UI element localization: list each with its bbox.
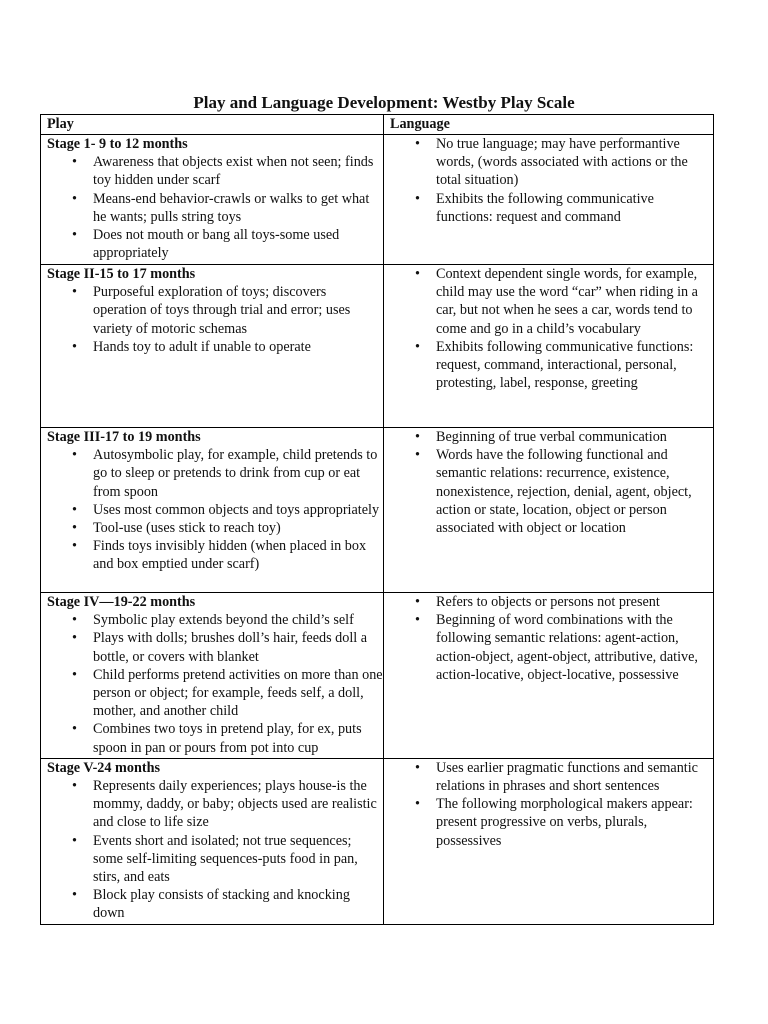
language-list-item: • Refers to objects or persons not present [436, 593, 713, 611]
language-cell [384, 758, 714, 924]
stage-heading: Stage V-24 months [47, 759, 160, 776]
language-list-item: • Beginning of word combinations with the following semantic relations: agent-action, action-object, agent-object, attributive, dative, action-locative, object-locative, possessive [436, 611, 713, 684]
play-list [47, 283, 383, 356]
language-column-header: Language [384, 115, 714, 135]
language-list [390, 759, 713, 850]
stage-heading: Stage III-17 to 19 months [47, 429, 201, 445]
play-list-item: • Tool-use (uses stick to reach toy) [93, 519, 383, 537]
stage-heading: Stage IV—19-22 months [47, 594, 196, 610]
header-row [41, 115, 714, 135]
play-list [47, 153, 383, 262]
play-cell [41, 593, 384, 759]
language-list [390, 593, 713, 684]
language-list-item: • Beginning of true verbal communication [436, 428, 713, 446]
play-column-header: Play [41, 115, 384, 135]
language-cell [384, 265, 714, 428]
document-title: Play and Language Development: Westby Play Scale [193, 93, 575, 112]
language-list-item: • Context dependent single words, for example, child may use the word “car” when riding in a car, but not when he sees a car, words tend to come and go in a child’s vocabulary [436, 265, 713, 338]
play-list-item: • Represents daily experiences; plays house-is the mommy, daddy, or baby; objects used are realistic and close to life size [93, 777, 383, 832]
language-list-item: • The following morphological makers appear: present progressive on verbs, plurals, possessives [436, 795, 713, 850]
play-cell [41, 758, 384, 924]
table-row [41, 758, 714, 924]
play-cell [41, 135, 384, 265]
table-body [41, 135, 714, 925]
play-list-item: • Child performs pretend activities on more than one person or object; for example, feeds self, a doll, mother, and another child [93, 666, 383, 721]
play-list [47, 446, 383, 573]
play-list-item: • Finds toys invisibly hidden (when placed in box and box emptied under scarf) [93, 537, 383, 573]
language-cell [384, 593, 714, 759]
play-list-item: • Purposeful exploration of toys; discovers operation of toys through trial and error; uses variety of motoric schemas [93, 283, 383, 338]
language-list [390, 265, 713, 392]
play-list-item: • Hands toy to adult if unable to operate [93, 338, 383, 356]
play-list-item: • Means-end behavior-crawls or walks to get what he wants; pulls string toys [93, 190, 383, 226]
language-list-item: • Exhibits the following communicative functions: request and command [436, 190, 713, 226]
play-cell [41, 265, 384, 428]
play-list-item: • Events short and isolated; not true sequences; some self-limiting sequences-puts food in pan, stirs, and eats [93, 832, 383, 887]
play-list-item: • Combines two toys in pretend play, for ex, puts spoon in pan or pours from pot into cup [93, 720, 383, 756]
language-cell [384, 135, 714, 265]
play-list-item: • Does not mouth or bang all toys-some used appropriately [93, 226, 383, 262]
language-list-item: • Words have the following functional and semantic relations: recurrence, existence, nonexistence, rejection, denial, agent, object, action or state, location, object or person associated with object or location [436, 446, 713, 537]
play-list-item: • Uses most common objects and toys appropriately [93, 501, 383, 519]
play-list-item: • Plays with dolls; brushes doll’s hair, feeds doll a bottle, or covers with blanket [93, 629, 383, 665]
play-list-item: • Awareness that objects exist when not seen; finds toy hidden under scarf [93, 153, 383, 189]
play-list [47, 777, 383, 923]
language-list-item: • No true language; may have performantive words, (words associated with actions or the total situation) [436, 135, 713, 190]
language-list-item: • Exhibits following communicative functions: request, command, interactional, personal, protesting, label, response, greeting [436, 338, 713, 393]
table-row [41, 265, 714, 428]
table-row [41, 135, 714, 265]
play-scale-table [40, 114, 714, 925]
language-list [390, 428, 713, 537]
play-list-item: • Autosymbolic play, for example, child pretends to go to sleep or pretends to drink from cup or eat from spoon [93, 446, 383, 501]
language-list-item: • Uses earlier pragmatic functions and semantic relations in phrases and short sentences [436, 759, 713, 795]
table-row [41, 593, 714, 759]
language-cell [384, 428, 714, 593]
play-list [47, 611, 383, 757]
table-row [41, 428, 714, 593]
stage-heading: Stage II-15 to 17 months [47, 266, 196, 282]
play-list-item: • Block play consists of stacking and knocking down [93, 886, 383, 922]
stage-heading: Stage 1- 9 to 12 months [47, 136, 188, 152]
play-cell [41, 428, 384, 593]
language-list [390, 135, 713, 226]
play-list-item: • Symbolic play extends beyond the child’s self [93, 611, 383, 629]
